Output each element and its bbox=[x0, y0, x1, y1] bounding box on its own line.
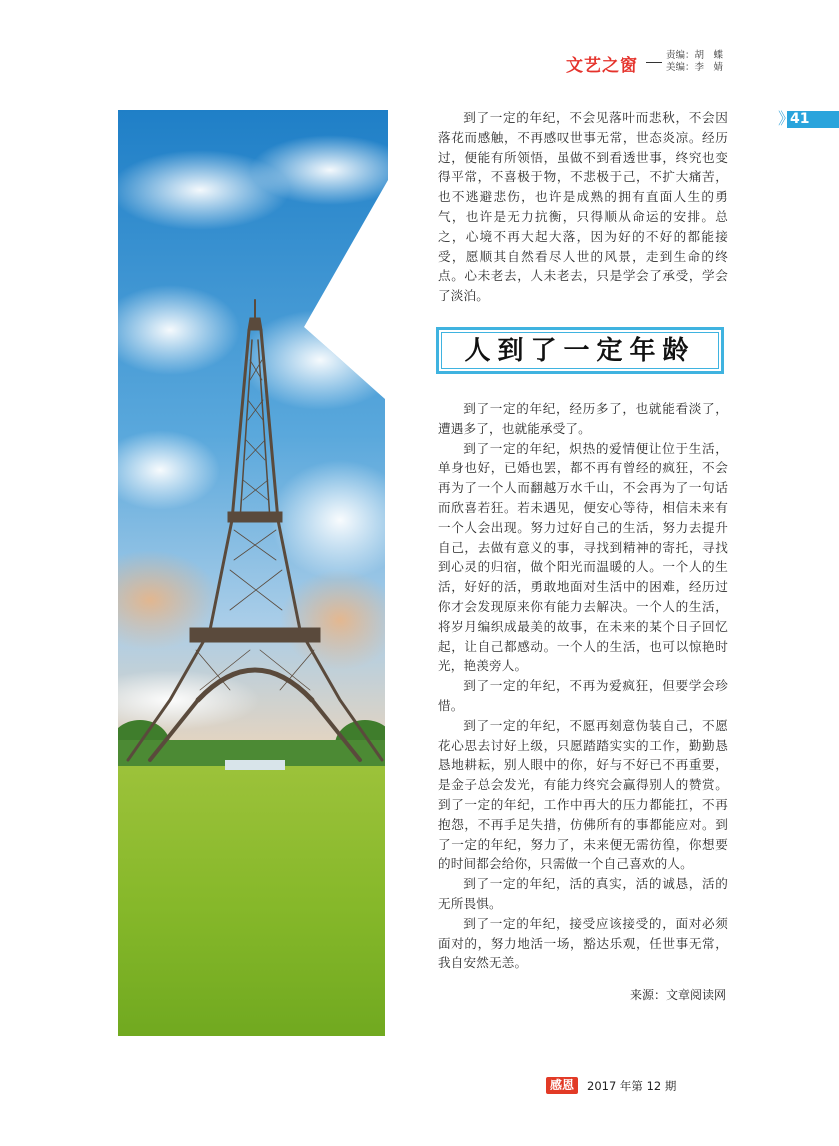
body-paragraph: 到了一定的年纪，炽热的爱情便让位于生活，单身也好，已婚也罢，都不再有曾经的疯狂，不会再为了一个人而翻越万水千山，不会再为了一句话而欣喜若狂。若未遇见，便安心等待，相信未来有一个人会出现。努力过好自己的生活，努力去提升自己，去做有意义的事，寻找到精神的寄托，寻找到心灵的归宿，做个阳光而温暖的人。一个人的生活，好好的活，勇敢地面对生活中的困难，经历过你才会发现原来你有能力去解决。一个人的生活，将岁月编织成最美的故事，在未来的某个日子回忆起，让自己都感动。一个人的生活，也可以惊艳时光，艳羡旁人。 bbox=[438, 440, 728, 674]
body-paragraph: 到了一定的年纪，经历多了，也就能看淡了，遭遇多了，也就能承受了。 bbox=[438, 401, 728, 436]
body-paragraph: 到了一定的年纪，活的真实，活的诚恳，活的无所畏惧。 bbox=[438, 876, 728, 911]
body-paragraph: 到了一定的年纪，接受应该接受的，面对必须面对的，努力地活一场，豁达乐观，任世事无常，我自安然无恙。 bbox=[438, 915, 728, 971]
body-paragraph: 到了一定的年纪，不再为爱疯狂，但要学会珍惜。 bbox=[438, 678, 728, 713]
magazine-logo: 感恩 bbox=[546, 1077, 578, 1094]
article-heading-box bbox=[436, 327, 724, 374]
intro-text-block bbox=[438, 108, 728, 306]
intro-paragraph: 到了一定的年纪，不会见落叶而悲秋，不会因落花而感触，不再感叹世事无常，世态炎凉。经历过，便能有所领悟，虽做不到看透世事，终究也变得平常，不喜极于物，不悲极于己，不扩大痛苦，也不逃避悲伤，也许是成熟的拥有直面人生的勇气，也许是无力抗衡，只得顺从命运的安排。总之，心境不再大起大落，因为好的不好的都能接受，愿顺其自然看尽人世的风景，走到生命的终点。心未老去，人未老去，只是学会了承受，学会了淡泊。 bbox=[438, 110, 728, 304]
section-title: 文艺之窗 bbox=[566, 56, 638, 76]
body-paragraph: 到了一定的年纪，不愿再刻意伪装自己，不愿花心思去讨好上级，只愿踏踏实实的工作，勤勤恳恳地耕耘，别人眼中的你，好与不好已不再重要，是金子总会发光，有能力终究会赢得别人的赞赏。到了一定的年纪，工作中再大的压力都能扛，不再抱怨，不再手足失措，仿佛所有的事都能应对。到了一定的年纪，努力了，未来便无需彷徨，你想要的时间都会给你，只需做一个自己喜欢的人。 bbox=[438, 717, 728, 872]
page-number: 41 bbox=[790, 111, 810, 127]
article-source: 来源：文章阅读网 bbox=[629, 988, 726, 1002]
editor-credit: 责编：胡 蝶 bbox=[666, 50, 724, 61]
article-heading: 人到了一定年龄 bbox=[464, 336, 696, 366]
chevron-right-icon: 》 bbox=[778, 109, 795, 128]
issue-label: 2017 年第 12 期 bbox=[587, 1079, 677, 1093]
article-body bbox=[438, 399, 728, 973]
designer-credit: 美编：李 婧 bbox=[666, 62, 724, 73]
